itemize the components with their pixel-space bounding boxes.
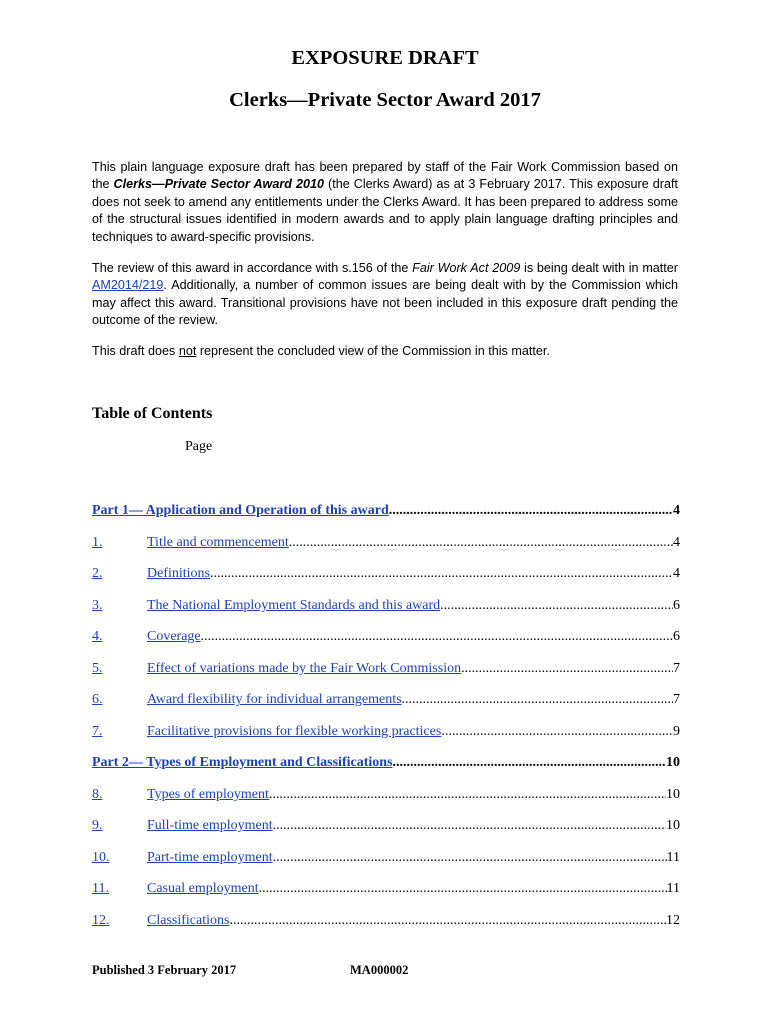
toc-link[interactable]: Effect of variations made by the Fair Work Commission: [147, 661, 462, 676]
intro-text: represent the concluded view of the Commission in this matter.: [196, 344, 550, 358]
emphasis-not: not: [178, 344, 197, 358]
toc-number[interactable]: 9.: [92, 818, 103, 833]
toc-link[interactable]: Part-time employment: [147, 850, 273, 865]
toc-leader: [441, 722, 673, 742]
toc-leader: [201, 627, 673, 647]
toc-page-number: 7: [673, 692, 680, 707]
toc-page-number: 7: [673, 661, 680, 676]
toc-page-number: 11: [666, 881, 680, 896]
toc-entry[interactable]: [92, 816, 680, 836]
toc-number[interactable]: 10.: [92, 850, 110, 865]
toc-entry[interactable]: [92, 627, 680, 647]
toc-link[interactable]: Coverage: [147, 629, 201, 644]
toc-page-number: 11: [666, 850, 680, 865]
intro-paragraph-1: [92, 159, 678, 246]
toc-number[interactable]: 4.: [92, 629, 103, 644]
toc-page-number: 10: [666, 818, 680, 833]
toc-leader: [229, 911, 666, 931]
toc-entry[interactable]: [92, 690, 680, 710]
intro-text: This draft does: [92, 344, 179, 358]
matter-link[interactable]: AM2014/219: [92, 278, 164, 293]
toc-leader: [210, 564, 673, 584]
toc-link[interactable]: Part 2— Types of Employment and Classifications: [92, 755, 393, 770]
toc-link[interactable]: Definitions: [147, 566, 210, 581]
toc-entry[interactable]: [92, 564, 680, 584]
toc-page-number: 6: [673, 629, 680, 644]
toc-page-number: 9: [673, 724, 680, 739]
footer-code: MA000002: [350, 963, 409, 977]
toc-entry[interactable]: [92, 596, 680, 616]
toc-leader: [269, 785, 666, 805]
toc-leader: [259, 879, 667, 899]
intro-text: is being dealt with in matter: [520, 261, 679, 275]
toc-part-2[interactable]: [92, 753, 680, 773]
toc-entry[interactable]: [92, 533, 680, 553]
toc-number[interactable]: 12.: [92, 913, 110, 928]
toc-entry[interactable]: [92, 911, 680, 931]
toc-leader: [393, 753, 667, 773]
toc-page-number: 4: [673, 503, 680, 518]
toc-leader: [461, 659, 673, 679]
toc-page-label: Page: [185, 439, 213, 454]
toc-number[interactable]: 7.: [92, 724, 103, 739]
intro-paragraph-3: [92, 343, 678, 360]
intro-text: (the Clerks Award) as at 3 February 2017. This exposure draft does not seek to amend any entitlements under the Clerks Award. It has been prepared to address some of the structural issues identified in modern awards and to apply plain language drafting principles and techniques to award-specific provisions.: [92, 177, 678, 244]
toc-entry[interactable]: [92, 785, 680, 805]
toc-link[interactable]: Casual employment: [147, 881, 259, 896]
intro-paragraph-2: [92, 260, 678, 330]
toc-number[interactable]: 6.: [92, 692, 103, 707]
act-name: Fair Work Act 2009: [412, 261, 521, 275]
toc-link[interactable]: Full-time employment: [147, 818, 273, 833]
toc-leader: [289, 533, 673, 553]
toc-page-number: 12: [666, 913, 680, 928]
toc-entry[interactable]: [92, 879, 680, 899]
toc-page-number: 4: [673, 566, 680, 581]
toc-link[interactable]: Types of employment: [147, 787, 269, 802]
toc-number[interactable]: 1.: [92, 535, 103, 550]
award-name: Clerks—Private Sector Award 2010: [113, 177, 324, 192]
toc-page-number: 10: [666, 755, 680, 770]
toc-number[interactable]: 5.: [92, 661, 103, 676]
toc-link[interactable]: The National Employment Standards and this award: [147, 598, 441, 613]
toc-number[interactable]: 8.: [92, 787, 103, 802]
footer-published: Published 3 February 2017: [92, 963, 237, 977]
toc-part-1[interactable]: [92, 501, 680, 521]
intro-text: . Additionally, a number of common issues are being dealt with by the Commission which may affect this award. Transitional provisions have not been included in this exposure draft pending the outcome of the review.: [92, 278, 678, 328]
intro-text: The review of this award in accordance with s.156 of the: [92, 261, 413, 275]
document-title: EXPOSURE DRAFT: [291, 47, 479, 69]
award-title: Clerks—Private Sector Award 2017: [229, 89, 541, 111]
toc-entry[interactable]: [92, 722, 680, 742]
toc-leader: [273, 816, 666, 836]
toc-link[interactable]: Part 1— Application and Operation of this award: [92, 503, 389, 518]
toc-link[interactable]: Award flexibility for individual arrangements: [147, 692, 402, 707]
toc-heading: Table of Contents: [92, 405, 213, 422]
toc-leader: [389, 501, 673, 521]
toc-link[interactable]: Facilitative provisions for flexible working practices: [147, 724, 442, 739]
toc-page-number: 6: [673, 598, 680, 613]
toc-page-number: 10: [666, 787, 680, 802]
intro-text: This plain language exposure draft has been prepared by staff of the Fair Work Commission based on the: [92, 160, 678, 192]
toc-link[interactable]: Classifications: [147, 913, 230, 928]
toc-number[interactable]: 3.: [92, 598, 103, 613]
toc-number[interactable]: 11.: [92, 881, 109, 896]
toc-leader: [402, 690, 673, 710]
toc-entry[interactable]: [92, 848, 680, 868]
toc-entry[interactable]: [92, 659, 680, 679]
toc-page-number: 4: [673, 535, 680, 550]
toc-number[interactable]: 2.: [92, 566, 103, 581]
toc-link[interactable]: Title and commencement: [147, 535, 289, 550]
toc-leader: [273, 848, 667, 868]
toc-leader: [440, 596, 673, 616]
